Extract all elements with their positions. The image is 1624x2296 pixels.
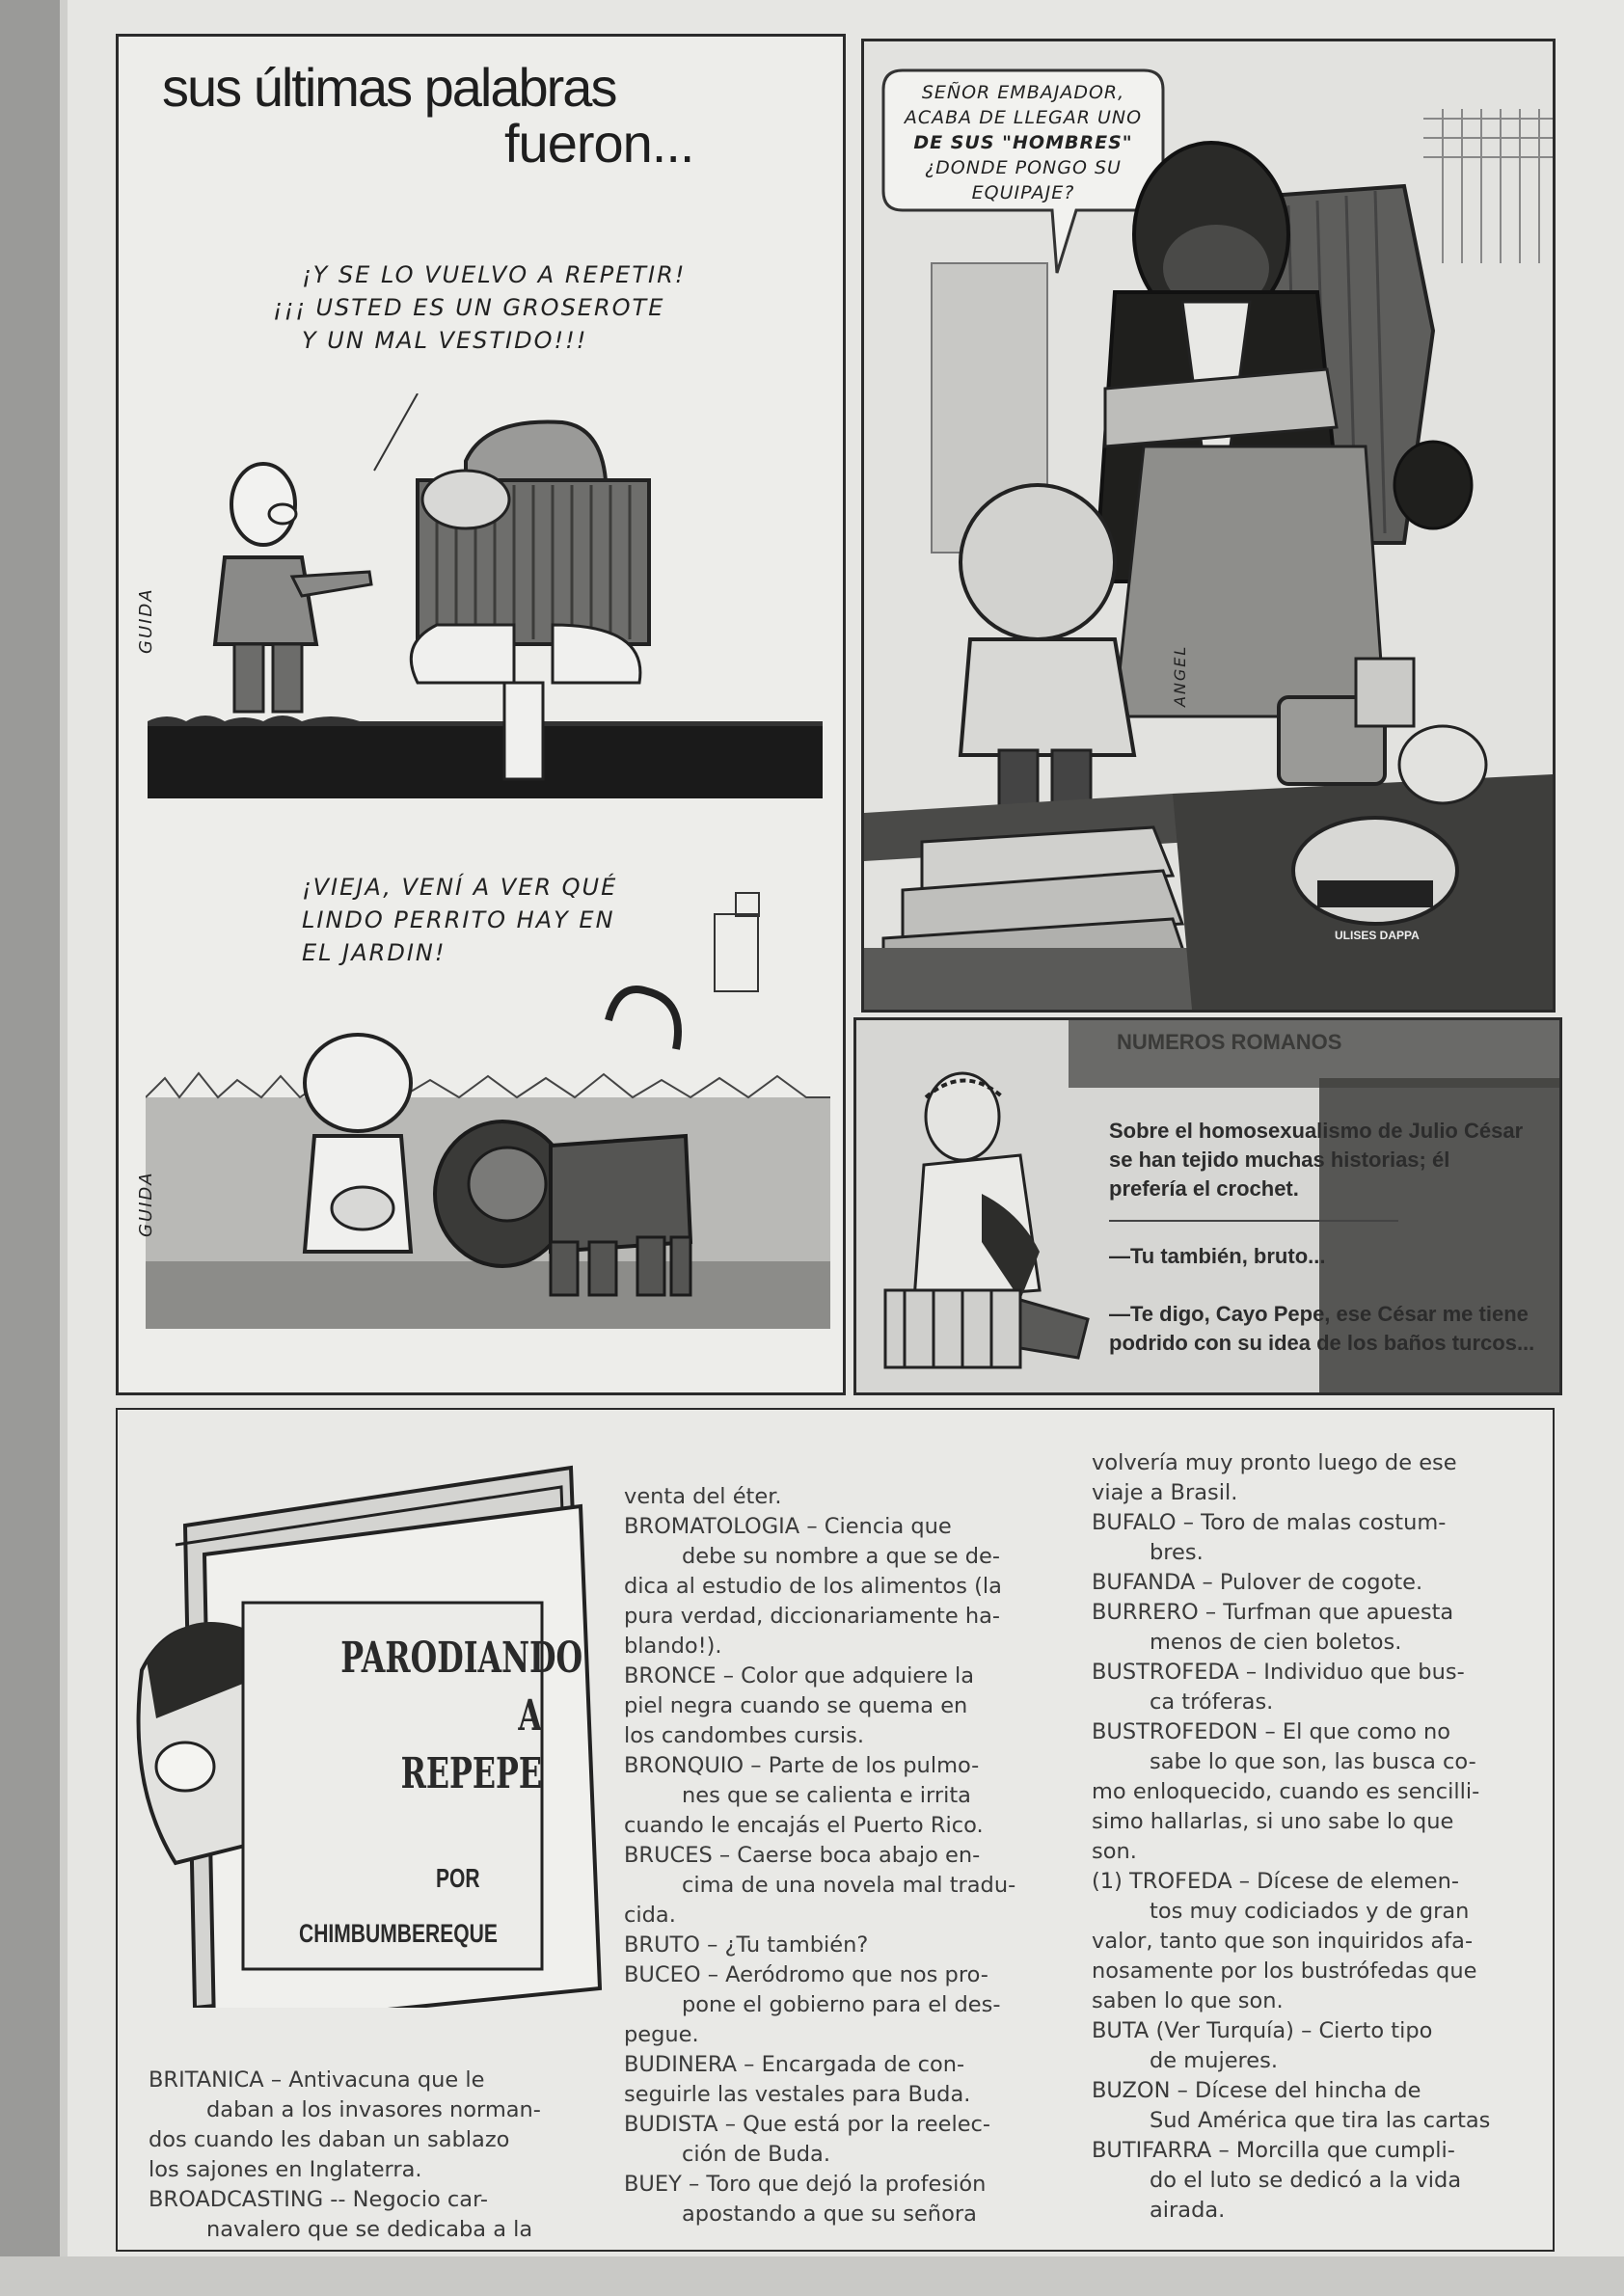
glossary-line: BUFALO – Toro de malas costum- <box>1092 1510 1447 1535</box>
glossary-line: simo hallarlas, si uno sabe lo que <box>1092 1809 1454 1834</box>
panel2-illustration <box>146 876 830 1329</box>
glossary-line: BUSTROFEDA – Individuo que bus- <box>1092 1660 1465 1685</box>
glossary-line: venta del éter. <box>624 1484 782 1509</box>
bottom-edge <box>0 2256 1624 2296</box>
glossary-line: piel negra cuando se quema en <box>624 1693 968 1718</box>
glossary-line: seguirle las vestales para Buda. <box>624 2082 971 2107</box>
glossary-line: ca tróferas. <box>1150 1689 1274 1715</box>
ambassador-speech-balloon: SEÑOR EMBAJADOR, ACABA DE LLEGAR UNO DE SUS "HOMBRES" ¿DONDE PONGO SU EQUIPAJE? <box>904 82 1143 203</box>
glossary-line: BROADCASTING -- Negocio car- <box>149 2187 489 2212</box>
top-right-cartoon <box>861 39 1556 1013</box>
glossary-line: daban a los invasores norman- <box>206 2097 541 2122</box>
panel2-signature: GUIDA <box>136 1171 156 1237</box>
glossary-line: BUDISTA – Que está por la reelec- <box>624 2112 991 2137</box>
glossary-column-1 <box>149 2066 602 2245</box>
glossary-line: BUZON – Dícese del hincha de <box>1092 2078 1421 2103</box>
caesar-illustration <box>866 1049 1097 1387</box>
top-left-strip <box>116 34 846 1395</box>
glossary-line: mo enloquecido, cuando es sencilli- <box>1092 1779 1480 1804</box>
glossary-line: BUTA (Ver Turquía) – Cierto tipo <box>1092 2018 1433 2043</box>
glossary-line: airada. <box>1150 2198 1226 2223</box>
caesar-box <box>853 1017 1562 1395</box>
glossary-line: cima de una novela mal tradu- <box>682 1873 1016 1898</box>
glossary-line: do el luto se dedicó a la vida <box>1150 2168 1462 2193</box>
glossary-line: BURRERO – Turfman que apuesta <box>1092 1600 1454 1625</box>
glossary-line: los sajones en Inglaterra. <box>149 2157 422 2182</box>
panel2-speech-balloon: ¡VIEJA, VENÍ A VER QUÉ LINDO PERRITO HAY EN EL JARDIN! <box>302 874 618 966</box>
glossary-line: BRUCES – Caerse boca abajo en- <box>624 1843 981 1868</box>
glossary-line: los candombes cursis. <box>624 1723 865 1748</box>
caesar-text-2: —Tu también, bruto... <box>1109 1244 1326 1268</box>
glossary-line: volvería muy pronto luego de ese <box>1092 1450 1457 1475</box>
glossary-line: de mujeres. <box>1150 2048 1279 2073</box>
glossary-line: pone el gobierno para el des- <box>682 1992 1001 2017</box>
glossary-line: nes que se calienta e irrita <box>682 1783 971 1808</box>
glossary-line: tos muy codiciados y de gran <box>1150 1899 1470 1924</box>
panel-divider <box>119 832 846 835</box>
glossary-line: ción de Buda. <box>682 2142 830 2167</box>
glossary-line: BRONQUIO – Parte de los pulmo- <box>624 1753 980 1778</box>
glossary-line: pura verdad, diccionariamente ha- <box>624 1604 1001 1629</box>
glossary-line: BRUTO – ¿Tu también? <box>624 1932 869 1958</box>
panel1-illustration <box>148 393 823 798</box>
caesar-text-1: Sobre el homosexualismo de Julio César se han tejido muchas historias; él prefería el crochet. <box>1109 1119 1524 1201</box>
strip-title-line2: fueron... <box>504 113 694 174</box>
glossary-line: BUDINERA – Encargada de con- <box>624 2052 965 2077</box>
box-heading: NUMEROS ROMANOS <box>1117 1030 1342 1054</box>
glossary-line: bres. <box>1150 1540 1204 1565</box>
glossary-line: valor, tanto que son inquiridos afa- <box>1092 1929 1474 1954</box>
glossary-line: cuando le encajás el Puerto Rico. <box>624 1813 984 1838</box>
glossary-line: BRONCE – Color que adquiere la <box>624 1663 975 1688</box>
glossary-line: BRITANICA – Antivacuna que le <box>149 2067 485 2093</box>
glossary-line: sabe lo que son, las busca co- <box>1150 1749 1476 1774</box>
strip-title-line1: sus últimas palabras <box>162 57 616 118</box>
book-author: CHIMBUMBEREQUE <box>299 1919 498 1948</box>
glossary-line: dica al estudio de los alimentos (la <box>624 1574 1002 1599</box>
glossary-line: cida. <box>624 1903 676 1928</box>
glossary-line: saben lo que son. <box>1092 1988 1284 2013</box>
glossary-line: menos de cien boletos. <box>1150 1630 1402 1655</box>
luggage-label: ULISES DAPPA <box>1335 929 1420 942</box>
bottom-article <box>116 1408 1555 2252</box>
panel1-speech-balloon: ¡Y SE LO VUELVO A REPETIR! ¡¡¡ USTED ES UN GROSEROTE Y UN MAL VESTIDO!!! <box>273 261 687 354</box>
glossary-line: dos cuando les daban un sablazo <box>149 2127 510 2152</box>
page-edge-highlight <box>60 0 68 2296</box>
book-title: PARODIANDO A REPEPE <box>340 1634 583 1798</box>
glossary-line: BUEY – Toro que dejó la profesión <box>624 2172 987 2197</box>
glossary-line: BUFANDA – Pulover de cogote. <box>1092 1570 1423 1595</box>
glossary-line: BUSTROFEDON – El que como no <box>1092 1719 1451 1744</box>
glossary-line: son. <box>1092 1839 1137 1864</box>
glossary-line: navalero que se dedicaba a la <box>206 2217 533 2242</box>
glossary-line: (1) TROFEDA – Dícese de elemen- <box>1092 1869 1460 1894</box>
glossary-line: BUTIFARRA – Morcilla que cumpli- <box>1092 2138 1455 2163</box>
caesar-divider <box>1109 1220 1398 1222</box>
glossary-line: blando!). <box>624 1634 722 1659</box>
book-by: POR <box>436 1863 480 1893</box>
glossary-line: apostando a que su señora <box>682 2201 977 2227</box>
glossary-line: nosamente por los bustrófedas que <box>1092 1958 1477 1984</box>
glossary-column-2 <box>624 1482 1077 2229</box>
glossary-column-3 <box>1092 1448 1545 2226</box>
glossary-line: debe su nombre a que se de- <box>682 1544 1000 1569</box>
caesar-text-3: —Te digo, Cayo Pepe, ese César me tiene podrido con su idea de los baños turcos... <box>1109 1302 1535 1355</box>
glossary-line: pegue. <box>624 2022 699 2047</box>
page-edge-shadow <box>0 0 60 2296</box>
glossary-line: BROMATOLOGIA – Ciencia que <box>624 1514 952 1539</box>
panel1-signature: GUIDA <box>136 587 156 654</box>
cartoon-signature: ANGEL <box>1171 644 1189 707</box>
glossary-line: viaje a Brasil. <box>1092 1480 1238 1505</box>
glossary-line: BUCEO – Aeródromo que nos pro- <box>624 1962 988 1987</box>
glossary-line: Sud América que tira las cartas <box>1150 2108 1491 2133</box>
